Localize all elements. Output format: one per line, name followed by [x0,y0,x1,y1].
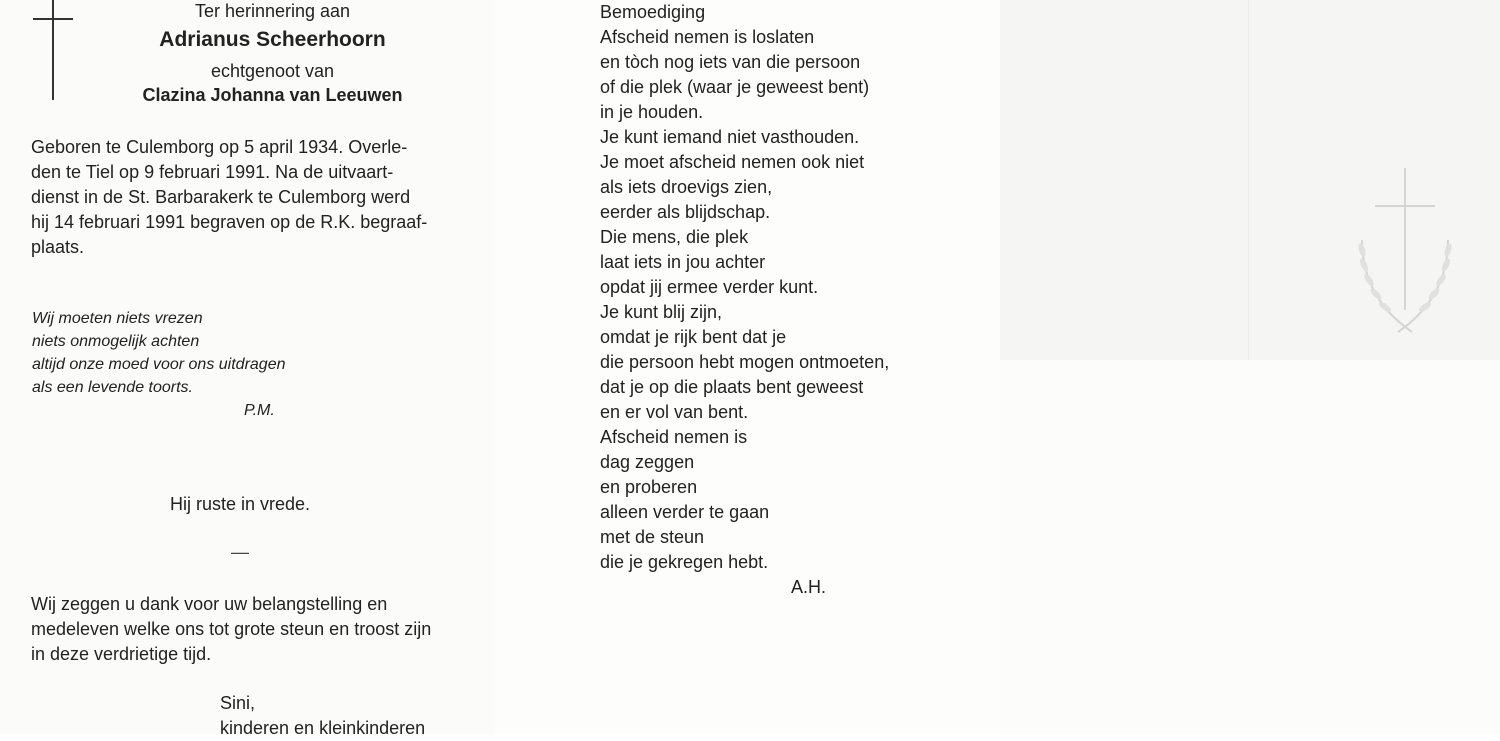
poem-line: en proberen [600,477,698,497]
biography-line: Geboren te Culemborg op 5 april 1934. Overle- [31,137,408,157]
poem-line: dag zeggen [600,452,695,472]
cover-page [1000,0,1500,360]
signature-line: kinderen en kleinkinderen [220,718,426,738]
biography-line: den te Tiel op 9 februari 1991. Na de uitvaart- [31,162,394,182]
relation-text: echtgenoot van [210,61,335,81]
poem-line: Je kunt blij zijn, [600,302,723,322]
quote-line: als een levende toorts. [32,379,193,396]
poem-page [495,0,1000,734]
left-page [0,0,495,738]
biography-line: dienst in de St. Barbarakerk te Culemborg werd [31,187,411,207]
poem-line: laat iets in jou achter [600,252,766,272]
poem-line: met de steun [600,527,705,547]
poem-line: die je gekregen hebt. [600,552,769,572]
spouse-name: Clazina Johanna van Leeuwen [142,85,403,105]
poem-line: en er vol van bent. [600,402,749,422]
intro-text: Ter herinnering aan [194,1,351,21]
biography-line: hij 14 februari 1991 begraven op de R.K. begraaf- [31,212,428,232]
poem-line: opdat jij ermee verder kunt. [600,277,819,297]
separator-dash: — [231,542,249,562]
poem-line: dat je op die plaats bent geweest [600,377,864,397]
poem-line: Afscheid nemen is loslaten [600,27,815,47]
poem-line: eerder als blijdschap. [600,202,771,222]
poem-line: Afscheid nemen is [600,427,748,447]
thanks-line: medeleven welke ons tot grote steun en troost zijn [31,619,432,639]
poem-line: als iets droevigs zien, [600,177,773,197]
poem-line: Je kunt iemand niet vasthouden. [600,127,860,147]
rest-in-peace: Hij ruste in vrede. [169,494,311,514]
poem-title: Bemoediging [600,2,706,22]
thanks-line: Wij zeggen u dank voor uw belangstelling en [31,594,388,614]
quote-author: P.M. [244,402,275,419]
emboss-cross-wreath-icon [1350,160,1460,345]
deceased-name: Adrianus Scheerhoorn [159,28,386,51]
poem-line: in je houden. [600,102,704,122]
poem-line: omdat je rijk bent dat je [600,327,787,347]
poem-author: A.H. [791,577,827,597]
biography-line: plaats. [31,237,85,257]
poem-line: die persoon hebt mogen ontmoeten, [600,352,890,372]
quote-line: altijd onze moed voor ons uitdragen [32,356,286,373]
quote-line: Wij moeten niets vrezen [32,310,203,327]
poem-line: alleen verder te gaan [600,502,770,522]
blank-area [1000,360,1500,734]
poem-line: Je moet afscheid nemen ook niet [600,152,865,172]
signature-line: Sini, [220,693,256,713]
poem-line: en tòch nog iets van die persoon [600,52,861,72]
thanks-line: in deze verdrietige tijd. [31,644,212,664]
poem-line: Die mens, die plek [600,227,749,247]
cover-fold-line [1248,0,1249,360]
poem-line: of die plek (waar je geweest bent) [600,77,870,97]
quote-line: niets onmogelijk achten [32,333,200,350]
